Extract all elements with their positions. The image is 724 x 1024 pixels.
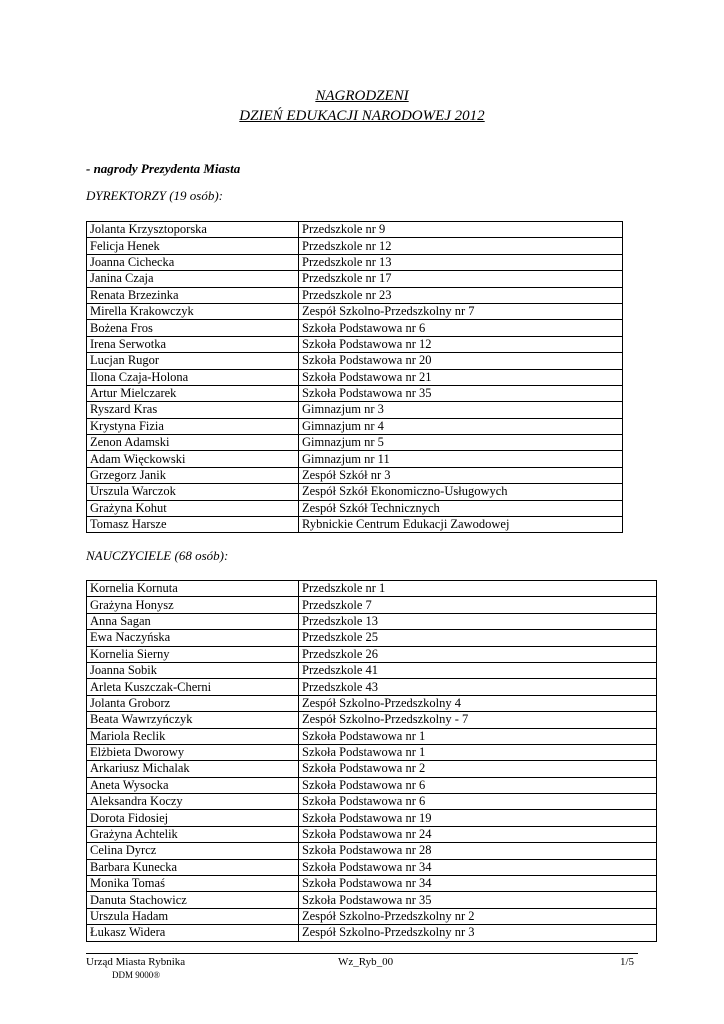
person-name-cell: Janina Czaja	[87, 271, 299, 287]
person-name-cell: Celina Dyrcz	[87, 843, 299, 859]
award-type-label: - nagrody Prezydenta Miasta	[86, 161, 241, 176]
footer-divider	[86, 953, 638, 954]
institution-cell: Przedszkole nr 12	[299, 238, 623, 254]
table-row	[87, 646, 657, 662]
person-name-cell: Grzegorz Janik	[87, 467, 299, 483]
institution-cell: Szkoła Podstawowa nr 6	[299, 794, 657, 810]
table-row	[87, 761, 657, 777]
table-row	[87, 467, 623, 483]
document-title: NAGRODZENI	[315, 88, 409, 104]
directors-section-label: DYREKTORZY (19 osób):	[86, 188, 224, 203]
table-row	[87, 597, 657, 613]
footer-page-number: 1/5	[620, 956, 635, 968]
person-name-cell: Aleksandra Koczy	[87, 794, 299, 810]
person-name-cell: Krystyna Fizia	[87, 418, 299, 434]
institution-cell: Zespół Szkolno-Przedszkolny - 7	[299, 712, 657, 728]
table-row	[87, 418, 623, 434]
table-row	[87, 451, 623, 467]
table-row	[87, 402, 623, 418]
table-row	[87, 320, 623, 336]
table-row	[87, 500, 623, 516]
person-name-cell: Arkariusz Michalak	[87, 761, 299, 777]
person-name-cell: Irena Serwotka	[87, 336, 299, 352]
table-row	[87, 222, 623, 238]
person-name-cell: Urszula Warczok	[87, 484, 299, 500]
person-name-cell: Joanna Cichecka	[87, 254, 299, 270]
institution-cell: Przedszkole nr 13	[299, 254, 623, 270]
person-name-cell: Danuta Stachowicz	[87, 892, 299, 908]
table-row	[87, 859, 657, 875]
directors-table	[86, 221, 623, 533]
table-row	[87, 777, 657, 793]
table-row	[87, 794, 657, 810]
person-name-cell: Monika Tomaś	[87, 876, 299, 892]
table-row	[87, 695, 657, 711]
person-name-cell: Grażyna Achtelik	[87, 826, 299, 842]
institution-cell: Przedszkole 13	[299, 613, 657, 629]
institution-cell: Szkoła Podstawowa nr 34	[299, 876, 657, 892]
table-row	[87, 925, 657, 941]
table-row	[87, 892, 657, 908]
institution-cell: Przedszkole 7	[299, 597, 657, 613]
person-name-cell: Anna Sagan	[87, 613, 299, 629]
footer-system-mark: DDM 9000®	[112, 970, 161, 980]
institution-cell: Przedszkole 25	[299, 630, 657, 646]
table-row	[87, 613, 657, 629]
person-name-cell: Arleta Kuszczak-Cherni	[87, 679, 299, 695]
person-name-cell: Joanna Sobik	[87, 662, 299, 678]
table-row	[87, 238, 623, 254]
institution-cell: Szkoła Podstawowa nr 20	[299, 353, 623, 369]
institution-cell: Zespół Szkolno-Przedszkolny nr 7	[299, 303, 623, 319]
table-row	[87, 254, 623, 270]
person-name-cell: Elżbieta Dworowy	[87, 744, 299, 760]
institution-cell: Przedszkole nr 17	[299, 271, 623, 287]
table-row	[87, 630, 657, 646]
person-name-cell: Jolanta Groborz	[87, 695, 299, 711]
person-name-cell: Felicja Henek	[87, 238, 299, 254]
table-row	[87, 336, 623, 352]
institution-cell: Szkoła Podstawowa nr 24	[299, 826, 657, 842]
institution-cell: Szkoła Podstawowa nr 12	[299, 336, 623, 352]
institution-cell: Szkoła Podstawowa nr 34	[299, 859, 657, 875]
institution-cell: Szkoła Podstawowa nr 35	[299, 385, 623, 401]
table-row	[87, 662, 657, 678]
institution-cell: Gimnazjum nr 4	[299, 418, 623, 434]
table-row	[87, 826, 657, 842]
institution-cell: Szkoła Podstawowa nr 2	[299, 761, 657, 777]
table-row	[87, 679, 657, 695]
institution-cell: Gimnazjum nr 5	[299, 435, 623, 451]
footer-organization: Urząd Miasta Rybnika	[86, 956, 186, 968]
institution-cell: Zespół Szkół Technicznych	[299, 500, 623, 516]
institution-cell: Szkoła Podstawowa nr 21	[299, 369, 623, 385]
document-subtitle: DZIEŃ EDUKACJI NARODOWEJ 2012	[239, 108, 485, 124]
person-name-cell: Adam Więckowski	[87, 451, 299, 467]
institution-cell: Szkoła Podstawowa nr 19	[299, 810, 657, 826]
institution-cell: Przedszkole nr 1	[299, 581, 657, 597]
institution-cell: Przedszkole 41	[299, 662, 657, 678]
table-row	[87, 271, 623, 287]
table-row	[87, 303, 623, 319]
table-row	[87, 908, 657, 924]
person-name-cell: Lucjan Rugor	[87, 353, 299, 369]
table-row	[87, 369, 623, 385]
person-name-cell: Zenon Adamski	[87, 435, 299, 451]
person-name-cell: Tomasz Harsze	[87, 517, 299, 533]
institution-cell: Szkoła Podstawowa nr 28	[299, 843, 657, 859]
table-row	[87, 517, 623, 533]
footer-document-code: Wz_Ryb_00	[338, 956, 394, 968]
institution-cell: Gimnazjum nr 11	[299, 451, 623, 467]
table-row	[87, 484, 623, 500]
person-name-cell: Łukasz Widera	[87, 925, 299, 941]
person-name-cell: Barbara Kunecka	[87, 859, 299, 875]
table-row	[87, 353, 623, 369]
institution-cell: Szkoła Podstawowa nr 6	[299, 320, 623, 336]
teachers-table	[86, 580, 657, 942]
table-row	[87, 728, 657, 744]
person-name-cell: Ilona Czaja-Holona	[87, 369, 299, 385]
table-row	[87, 287, 623, 303]
person-name-cell: Dorota Fidosiej	[87, 810, 299, 826]
person-name-cell: Grażyna Honysz	[87, 597, 299, 613]
person-name-cell: Jolanta Krzysztoporska	[87, 222, 299, 238]
institution-cell: Szkoła Podstawowa nr 6	[299, 777, 657, 793]
person-name-cell: Bożena Fros	[87, 320, 299, 336]
table-row	[87, 876, 657, 892]
table-row	[87, 435, 623, 451]
institution-cell: Zespół Szkół nr 3	[299, 467, 623, 483]
person-name-cell: Artur Mielczarek	[87, 385, 299, 401]
table-row	[87, 810, 657, 826]
person-name-cell: Ryszard Kras	[87, 402, 299, 418]
person-name-cell: Grażyna Kohut	[87, 500, 299, 516]
person-name-cell: Beata Wawrzyńczyk	[87, 712, 299, 728]
person-name-cell: Mariola Reclik	[87, 728, 299, 744]
person-name-cell: Mirella Krakowczyk	[87, 303, 299, 319]
institution-cell: Szkoła Podstawowa nr 1	[299, 728, 657, 744]
table-row	[87, 843, 657, 859]
institution-cell: Zespół Szkolno-Przedszkolny 4	[299, 695, 657, 711]
institution-cell: Rybnickie Centrum Edukacji Zawodowej	[299, 517, 623, 533]
person-name-cell: Renata Brzezinka	[87, 287, 299, 303]
person-name-cell: Aneta Wysocka	[87, 777, 299, 793]
institution-cell: Przedszkole nr 23	[299, 287, 623, 303]
institution-cell: Zespół Szkół Ekonomiczno-Usługowych	[299, 484, 623, 500]
person-name-cell: Ewa Naczyńska	[87, 630, 299, 646]
institution-cell: Szkoła Podstawowa nr 35	[299, 892, 657, 908]
institution-cell: Przedszkole 26	[299, 646, 657, 662]
table-row	[87, 581, 657, 597]
institution-cell: Zespół Szkolno-Przedszkolny nr 3	[299, 925, 657, 941]
institution-cell: Zespół Szkolno-Przedszkolny nr 2	[299, 908, 657, 924]
institution-cell: Przedszkole nr 9	[299, 222, 623, 238]
institution-cell: Przedszkole 43	[299, 679, 657, 695]
table-row	[87, 385, 623, 401]
person-name-cell: Kornelia Kornuta	[87, 581, 299, 597]
person-name-cell: Kornelia Sierny	[87, 646, 299, 662]
table-row	[87, 712, 657, 728]
person-name-cell: Urszula Hadam	[87, 908, 299, 924]
teachers-section-label: NAUCZYCIELE (68 osób):	[86, 548, 229, 563]
table-row	[87, 744, 657, 760]
institution-cell: Gimnazjum nr 3	[299, 402, 623, 418]
institution-cell: Szkoła Podstawowa nr 1	[299, 744, 657, 760]
